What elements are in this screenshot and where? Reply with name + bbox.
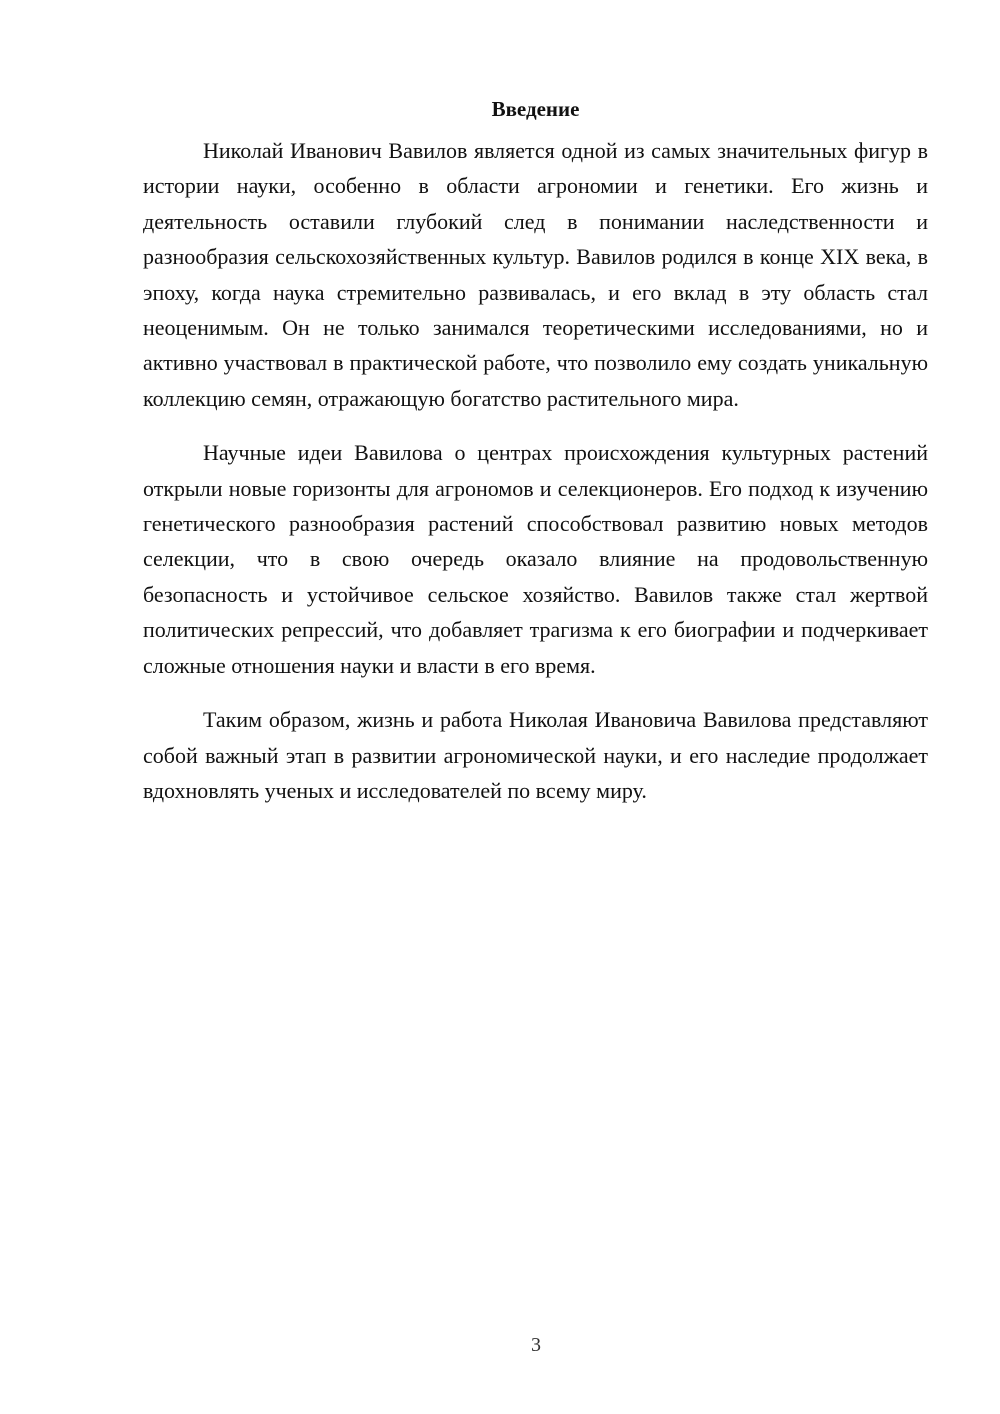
paragraph-1: Николай Иванович Вавилов является одной из самых значительных фигур в истории науки, особенно в области агрономии и генетики. Его жизнь и деятельность оставили глубокий след в понимании наследственности и разнообразия сельскохозяйственных культур. Вавилов родился в конце XIX века, в эпоху, когда наука стремительно развивалась, и его вклад в эту область стал неоценимым. Он не только занимался теоретическими исследованиями, но и активно участвовал в практической работе, что позволило ему создать уникальную коллекцию семян, отражающую богатство растительного мира.	[143, 138, 928, 411]
section-heading: Введение	[491, 97, 580, 121]
page-number: 3	[531, 1334, 541, 1356]
paragraph-3: Таким образом, жизнь и работа Николая Ивановича Вавилова представляют собой важный этап в развитии агрономической науки, и его наследие продолжает вдохновлять ученых и исследователей по всему миру.	[143, 707, 928, 803]
page-content	[143, 92, 928, 827]
paragraph-2: Научные идеи Вавилова о центрах происхождения культурных растений открыли новые горизонты для агрономов и селекционеров. Его подход к изучению генетического разнообразия растений способствовал развитию новых методов селекции, что в свою очередь оказало влияние на продовольственную безопасность и устойчивое сельское хозяйство. Вавилов также стал жертвой политических репрессий, что добавляет трагизма к его биографии и подчеркивает сложные отношения науки и власти в его время.	[143, 440, 928, 678]
